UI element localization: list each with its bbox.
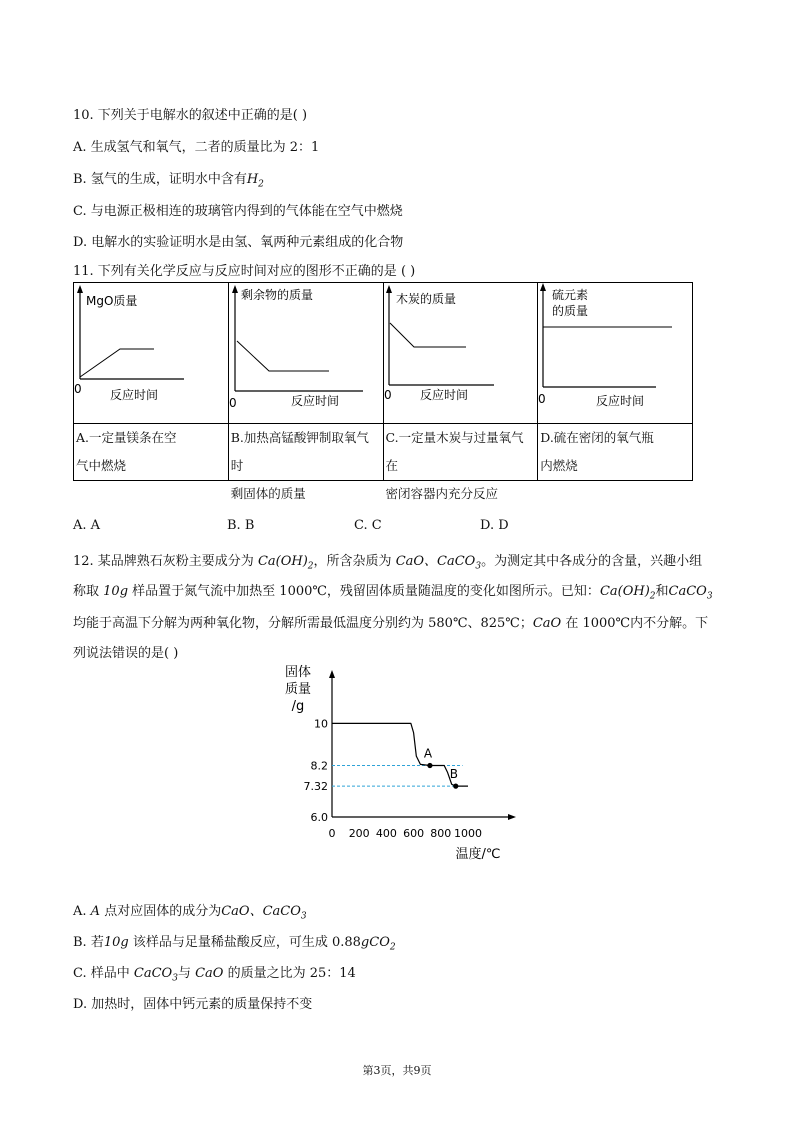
- y-tick-label: 6.0: [310, 811, 328, 824]
- option-d-description: D.硫在密闭的氧气瓶 内燃烧: [540, 430, 654, 473]
- page-footer: 第3页，共9页: [362, 1064, 432, 1077]
- x-tick-label: 200: [348, 827, 370, 840]
- q11-choice-d: D. D: [480, 518, 509, 533]
- graph-d-origin: 0: [538, 392, 546, 406]
- q10-stem: 10. 下列关于电解水的叙述中正确的是( ): [73, 108, 308, 123]
- q12-option-b: B. 若10g 该样品与足量稀盐酸反应，可生成 0.88gCO$_2$: [73, 935, 396, 953]
- q12-option-d: D. 加热时，固体中钙元素的质量保持不变: [73, 997, 313, 1012]
- q11-choice-b: B. B: [227, 518, 255, 533]
- q10-option-c: C. 与电源正极相连的玻璃管内得到的气体能在空气中燃烧: [73, 204, 403, 219]
- q10-option-a: A. 生成氢气和氧气，二者的质量比为 2：1: [73, 140, 320, 155]
- graph-a-ylabel: MgO质量: [86, 294, 138, 308]
- option-b-description: B.加热高锰酸钾制取氧气时 剩固体的质量: [230, 430, 369, 501]
- graph-b: [229, 283, 383, 423]
- option-c-description: C.一定量木炭与过量氧气在 密闭容器内充分反应: [385, 430, 524, 501]
- point-label-b: B: [449, 767, 458, 782]
- x-tick-label: 800: [430, 827, 452, 840]
- data-point-b: [453, 784, 458, 789]
- point-label-a: A: [423, 746, 433, 761]
- q12-stem-line4: 列说法错误的是( ): [73, 646, 179, 661]
- graph-a: [74, 283, 228, 423]
- x-tick-label: 600: [403, 827, 425, 840]
- q11-choice-a: A. A: [73, 518, 101, 533]
- y-tick-label: 8.2: [310, 759, 328, 773]
- y-axis-label-line: 固体: [284, 665, 312, 680]
- x-tick-label: 1000: [454, 827, 482, 840]
- q10-option-d: D. 电解水的实验证明水是由氢、氧两种元素组成的化合物: [73, 235, 404, 250]
- thermogravimetric-chart: [278, 662, 518, 862]
- mass-curve: [332, 723, 468, 786]
- y-tick-label: 7.32: [303, 780, 328, 794]
- q11-choice-c: C. C: [354, 518, 382, 533]
- y-axis-label-line: /g: [291, 699, 305, 714]
- graph-c-ylabel: 木炭的质量: [395, 292, 456, 306]
- graph-d-ylabel2: 的质量: [552, 304, 589, 318]
- x-axis-arrow: [508, 814, 516, 820]
- q12-stem-line1: 12. 某品牌熟石灰粉主要成分为 $Ca(OH)_2$，所含杂质为 CaO、CaCO$_3$。为测定其中各成分的含量，兴趣小组: [73, 554, 703, 572]
- q12-option-a: A. A 点对应固体的成分为CaO、CaCO$_3$: [73, 904, 307, 922]
- y-tick-label: 10: [314, 717, 328, 731]
- data-point-a: [427, 763, 432, 768]
- option-a-description: A.一定量镁条在空 气中燃烧: [76, 430, 177, 473]
- graph-c-origin: 0: [383, 388, 392, 402]
- y-axis-label-line: 质量: [284, 682, 312, 697]
- q12-option-c: C. 样品中 CaCO$_3$与 CaO 的质量之比为 25：14: [73, 966, 356, 984]
- y-axis-arrow: [329, 670, 335, 678]
- graph-a-origin: 0: [74, 382, 82, 396]
- graph-b-ylabel: 剩余物的质量: [240, 288, 313, 302]
- graph-d-ylabel: 硫元素: [552, 288, 589, 302]
- graph-d-xlabel: 反应时间: [596, 394, 645, 408]
- q11-options-table: [73, 282, 693, 501]
- q12-stem-line3: 均能于高温下分解为两种氧化物，分解所需最低温度分别约为 580℃、825℃；CaO 在 1000℃内不分解。下: [73, 616, 709, 631]
- graph-d: [538, 283, 692, 423]
- q10-option-b: B. 氢气的生成，证明水中含有$H_2$: [73, 172, 264, 190]
- x-tick-label: 0: [328, 827, 336, 840]
- graph-a-xlabel: 反应时间: [110, 388, 159, 402]
- graph-c: [384, 283, 538, 423]
- graph-c-xlabel: 反应时间: [419, 388, 468, 402]
- q12-stem-line2: 称取 10g 样品置于氮气流中加热至 1000℃，残留固体质量随温度的变化如图所示。已知：$Ca(OH)_2$和CaCO$_3$: [73, 584, 713, 602]
- q11-stem: 11. 下列有关化学反应与反应时间对应的图形不正确的是 ( ): [73, 264, 416, 279]
- x-axis-label: 温度/℃: [455, 847, 501, 862]
- graph-b-origin: 0: [228, 396, 237, 410]
- x-tick-label: 400: [375, 827, 397, 840]
- graph-b-xlabel: 反应时间: [290, 394, 339, 408]
